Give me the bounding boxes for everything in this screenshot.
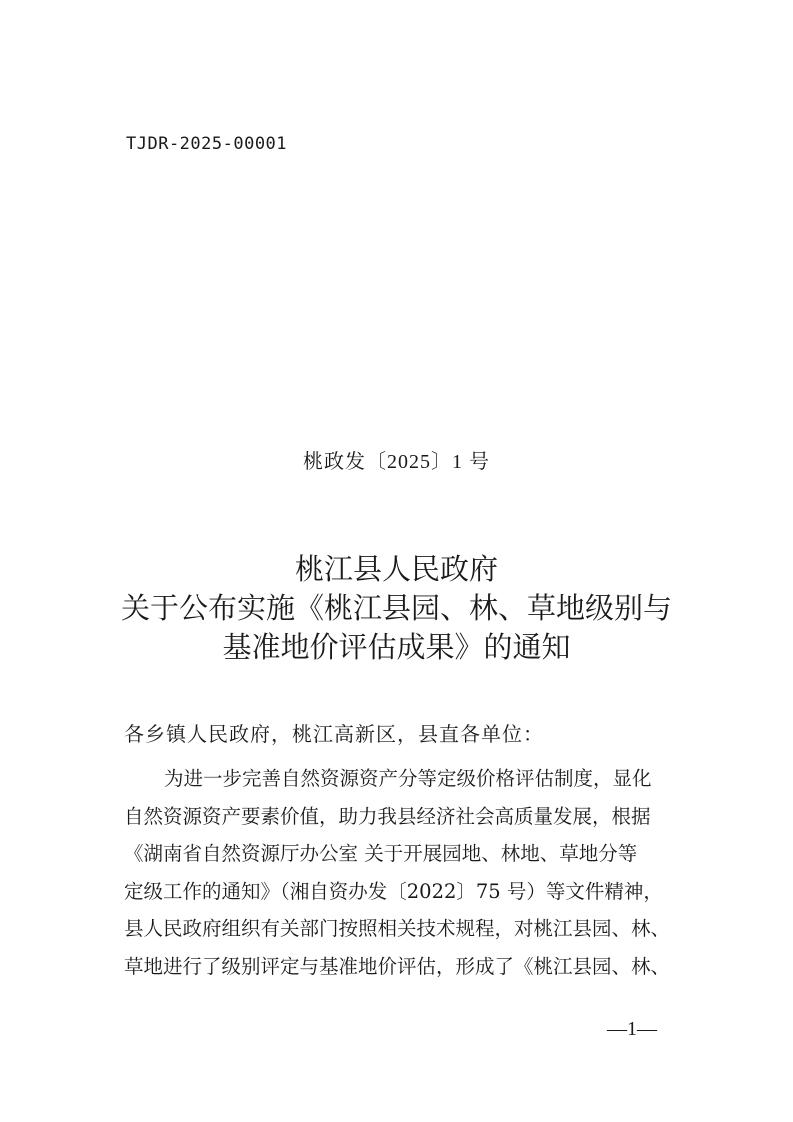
body-line: 《湖南省自然资源厅办公室 关于开展园地、林地、草地分等 [124, 842, 638, 865]
document-code: TJDR-2025-00001 [126, 134, 288, 154]
document-title [0, 550, 793, 667]
body-paragraph [124, 760, 704, 985]
title-line-issuer: 桃江县人民政府 [294, 552, 498, 586]
title-line-subject: 关于公布实施《桃江县园、林、草地级别与 [120, 591, 672, 625]
body-line: 为进一步完善自然资源资产分等定级价格评估制度，显化 [164, 767, 652, 790]
body-line: 县人民政府组织有关部门按照相关技术规程，对桃江县园、林、 [124, 917, 671, 940]
addressee: 各乡镇人民政府，桃江高新区，县直各单位： [124, 722, 544, 746]
title-line-subject-end: 基准地价评估成果》的通知 [222, 630, 571, 664]
issue-number: 桃政发〔2025〕1 号 [303, 451, 490, 473]
body-line: 自然资源资产要素价值，助力我县经济社会高质量发展，根据 [124, 804, 651, 828]
body-line: 定级工作的通知》（湘自资办发〔2022〕75 号）等文件精神， [124, 879, 663, 903]
body-line: 草地进行了级别评定与基准地价评估，形成了《桃江县园、林、 [124, 954, 671, 978]
page-number: —1— [607, 1018, 657, 1040]
